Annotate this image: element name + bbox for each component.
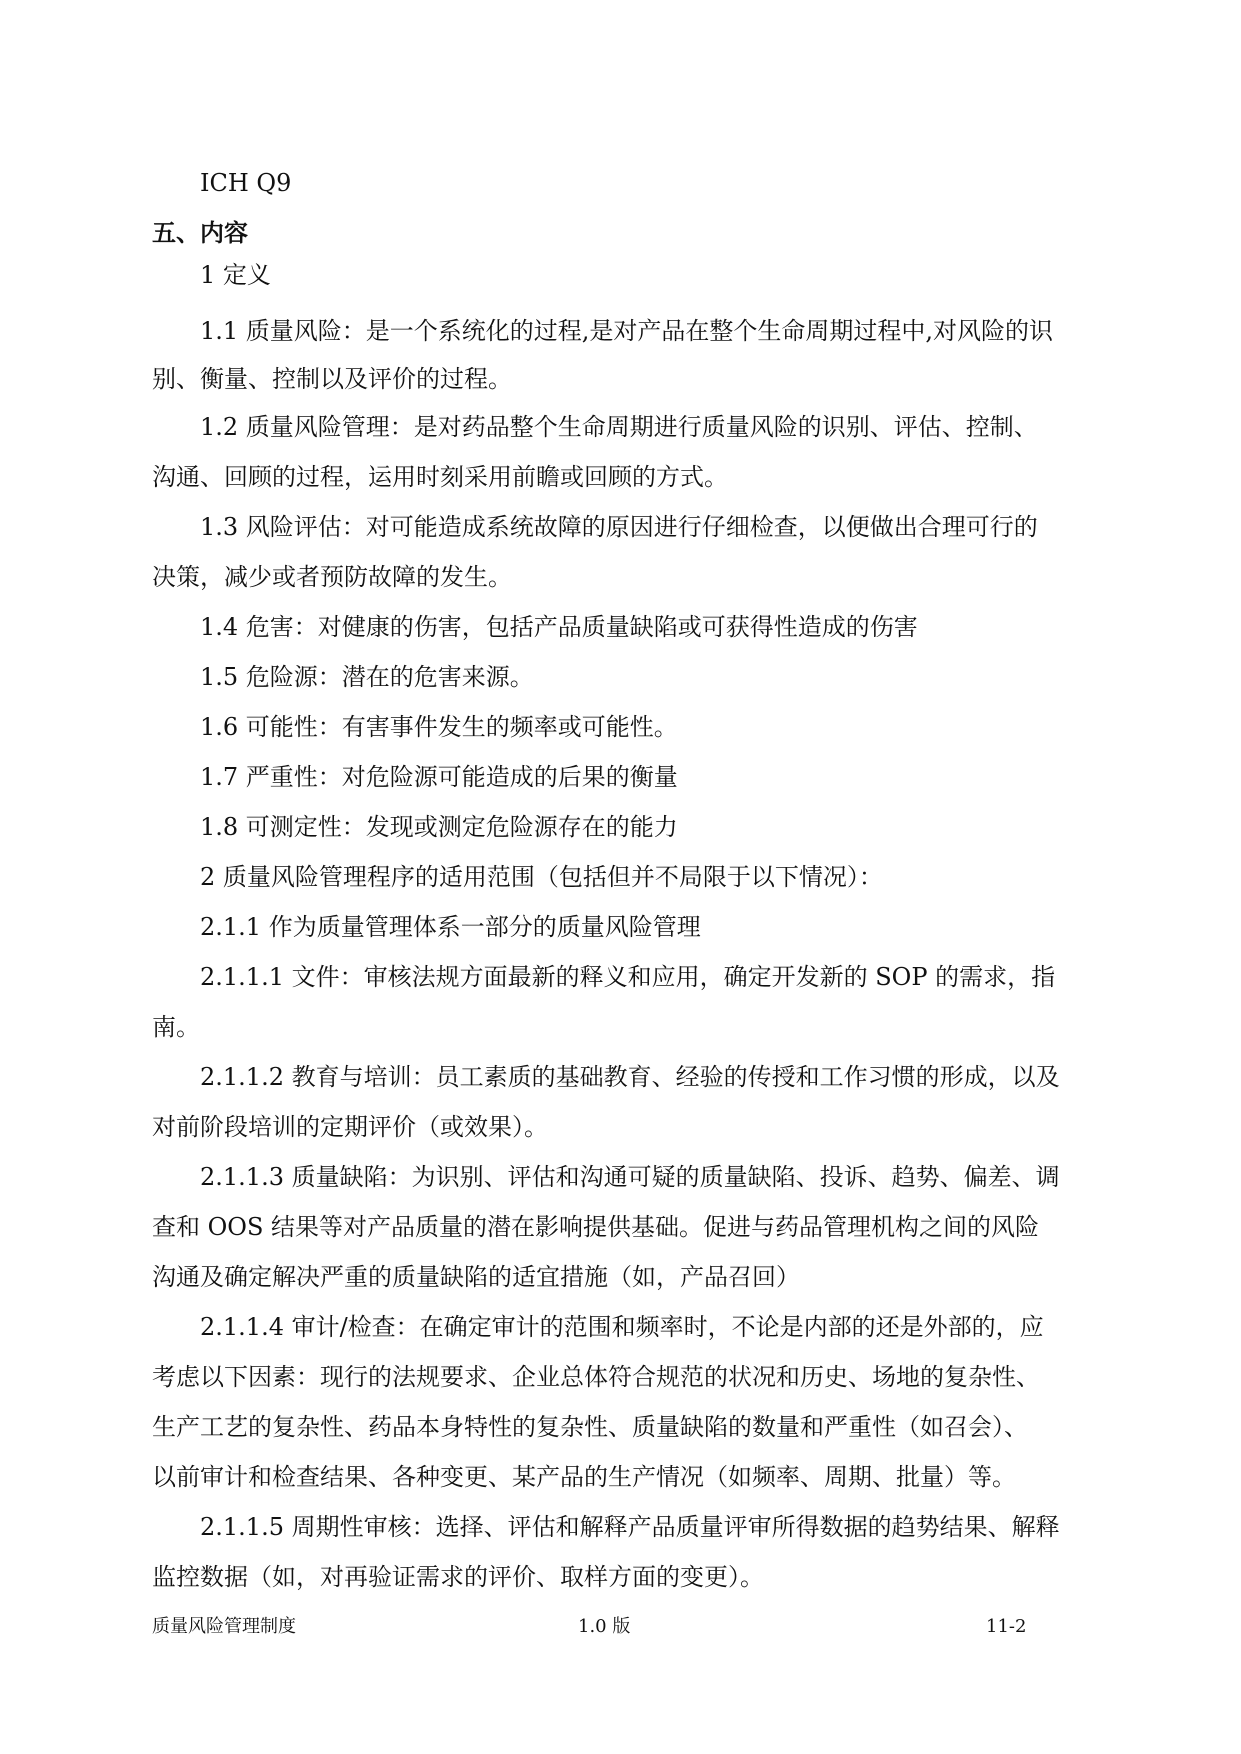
paragraph-line: 生产工艺的复杂性、药品本身特性的复杂性、质量缺陷的数量和严重性（如召会）、 (152, 1413, 1028, 1441)
paragraph-line: 别、衡量、控制以及评价的过程。 (152, 365, 512, 393)
paragraph-line: 沟通、回顾的过程，运用时刻采用前瞻或回顾的方式。 (152, 463, 728, 491)
paragraph-line: 2.1.1.5 周期性审核：选择、评估和解释产品质量评审所得数据的趋势结果、解释 (200, 1513, 1060, 1541)
paragraph-line: 2.1.1 作为质量管理体系一部分的质量风险管理 (200, 913, 701, 941)
paragraph-line: 1.2 质量风险管理：是对药品整个生命周期进行质量风险的识别、评估、控制、 (200, 413, 1038, 441)
paragraph-line: 监控数据（如，对再验证需求的评价、取样方面的变更）。 (152, 1563, 764, 1591)
paragraph-line: 沟通及确定解决严重的质量缺陷的适宜措施（如，产品召回） (152, 1263, 800, 1291)
paragraph-line: 2 质量风险管理程序的适用范围（包括但并不局限于以下情况）： (200, 863, 883, 891)
paragraph-line: 查和 OOS 结果等对产品质量的潜在影响提供基础。促进与药品管理机构之间的风险 (152, 1213, 1040, 1241)
paragraph-line: 1.8 可测定性：发现或测定危险源存在的能力 (200, 813, 678, 841)
paragraph-line: 1 定义 (200, 261, 271, 289)
reference-text: ICH Q9 (200, 169, 292, 197)
paragraph-line: 对前阶段培训的定期评价（或效果）。 (152, 1113, 548, 1141)
paragraph-line: 1.4 危害：对健康的伤害，包括产品质量缺陷或可获得性造成的伤害 (200, 613, 918, 641)
paragraph-line: 1.3 风险评估：对可能造成系统故障的原因进行仔细检查，以便做出合理可行的 (200, 513, 1038, 541)
paragraph-line: 2.1.1.4 审计/检查：在确定审计的范围和频率时，不论是内部的还是外部的，应 (200, 1313, 1044, 1341)
footer-title: 质量风险管理制度 (152, 1616, 296, 1637)
paragraph-line: 1.1 质量风险：是一个系统化的过程,是对产品在整个生命周期过程中,对风险的识 (200, 317, 1054, 345)
paragraph-line: 1.5 危险源：潜在的危害来源。 (200, 663, 534, 691)
paragraph-line: 南。 (152, 1013, 200, 1041)
section-heading: 五、内容 (152, 219, 248, 247)
paragraph-line: 决策，减少或者预防故障的发生。 (152, 563, 512, 591)
paragraph-line: 1.6 可能性：有害事件发生的频率或可能性。 (200, 713, 678, 741)
paragraph-line: 2.1.1.3 质量缺陷：为识别、评估和沟通可疑的质量缺陷、投诉、趋势、偏差、调 (200, 1163, 1060, 1191)
footer-page-number: 11-2 (986, 1616, 1027, 1637)
paragraph-line: 1.7 严重性：对危险源可能造成的后果的衡量 (200, 763, 678, 791)
paragraph-line: 以前审计和检查结果、各种变更、某产品的生产情况（如频率、周期、批量）等。 (152, 1463, 1016, 1491)
paragraph-line: 2.1.1.1 文件：审核法规方面最新的释义和应用，确定开发新的 SOP 的需求，指 (200, 963, 1056, 991)
paragraph-line: 考虑以下因素：现行的法规要求、企业总体符合规范的状况和历史、场地的复杂性、 (152, 1363, 1040, 1391)
paragraph-line: 2.1.1.2 教育与培训：员工素质的基础教育、经验的传授和工作习惯的形成，以及 (200, 1063, 1060, 1091)
footer-version: 1.0 版 (578, 1616, 631, 1637)
